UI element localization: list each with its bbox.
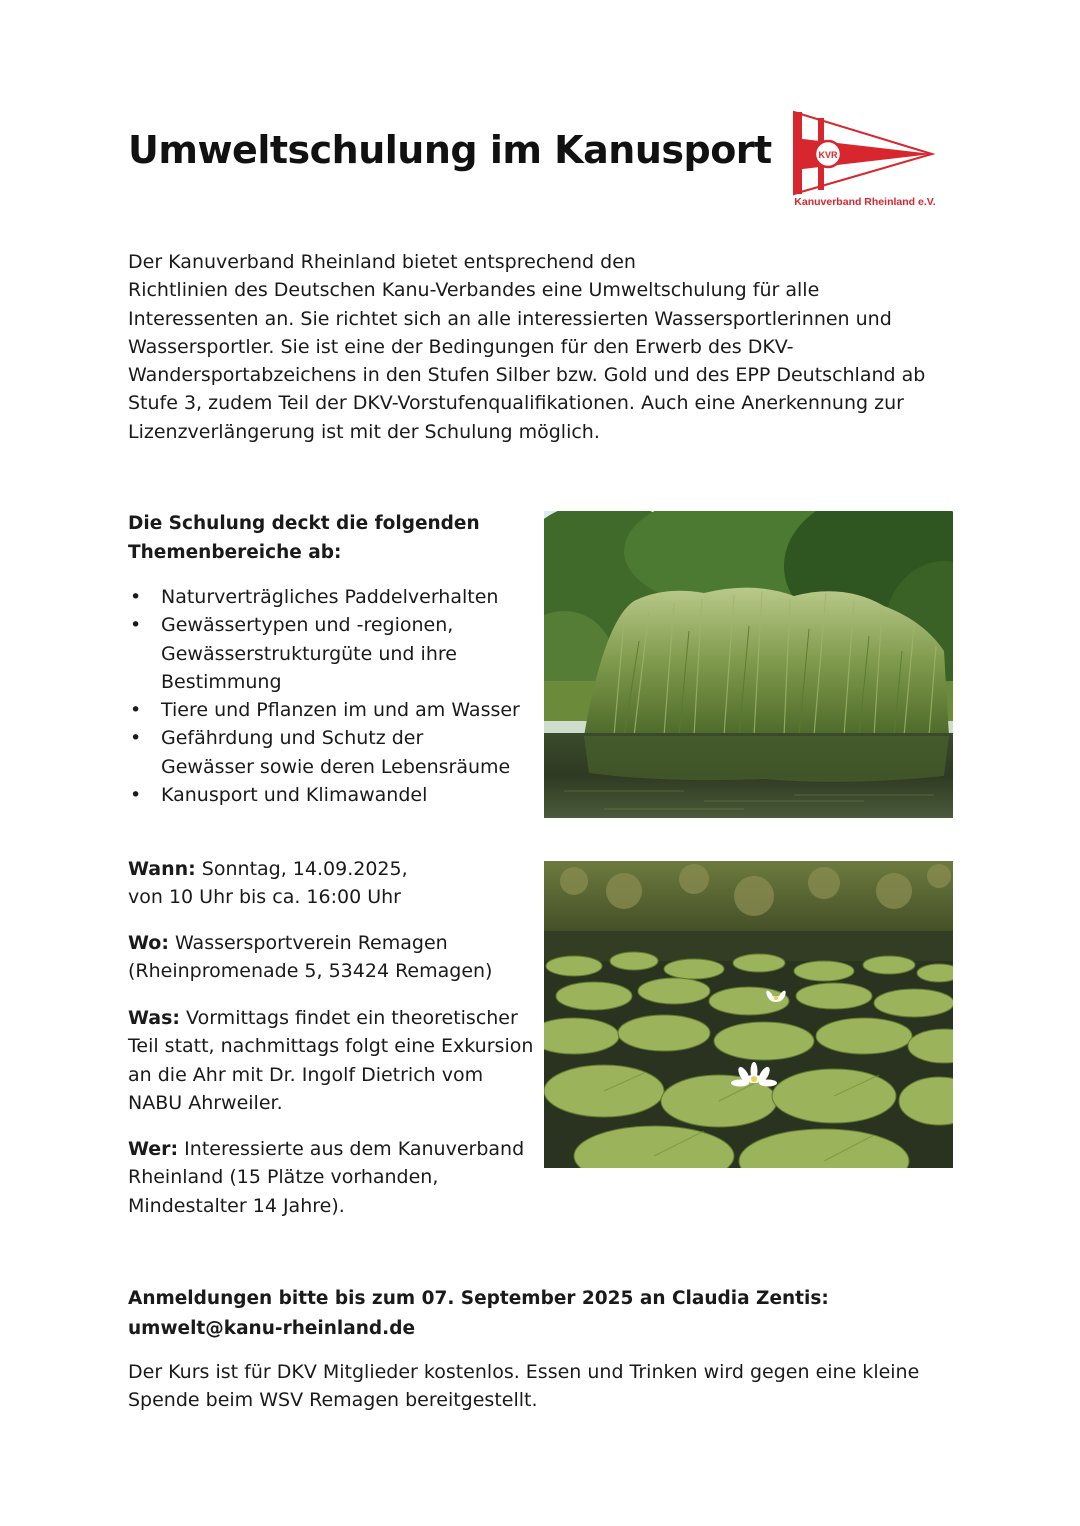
intro-line: Wassersportler. Sie ist eine der Bedingungen für den Erwerb des DKV- — [128, 335, 794, 358]
registration-line: Anmeldungen bitte bis zum 07. September 2025 an Claudia Zentis: — [128, 1288, 829, 1309]
detail-what-line: Teil statt, nachmittags folgt eine Exkursion — [128, 1035, 534, 1058]
detail-what-value: Vormittags findet ein theoretischer — [180, 1007, 518, 1029]
list-item-line: Bestimmung — [161, 670, 282, 693]
list-item-line: • Naturverträgliches Paddelverhalten — [161, 586, 499, 608]
detail-who-label: Wer: — [128, 1138, 179, 1160]
detail-what-label: Was: — [128, 1007, 181, 1029]
photo-water-lilies — [544, 861, 953, 1168]
list-item — [128, 724, 528, 781]
topics-list — [128, 583, 528, 809]
detail-what — [128, 1004, 538, 1117]
registration-notice — [128, 1284, 928, 1344]
footer-line: Spende beim WSV Remagen bereitgestellt. — [128, 1389, 538, 1412]
list-item-line: • Gewässertypen und -regionen, — [161, 614, 454, 637]
detail-where-line — [128, 929, 538, 957]
list-item-line: • Tiere und Pflanzen im und am Wasser — [161, 699, 520, 722]
detail-who-line — [128, 1135, 538, 1163]
logo-org-name: Kanuverband Rheinland e.V. — [794, 196, 936, 208]
detail-where-value: Wassersportverein Remagen — [168, 932, 448, 954]
detail-what-line: an die Ahr mit Dr. Ingolf Dietrich vom — [128, 1063, 484, 1086]
svg-text:KVR: KVR — [818, 150, 838, 160]
list-item — [128, 781, 528, 809]
intro-line: Wandersportabzeichens in den Stufen Silber bzw. Gold und des EPP Deutschland ab — [128, 364, 926, 387]
kanuverband-logo — [790, 108, 940, 214]
page-title: Umweltschulung im Kanusport — [128, 128, 772, 172]
detail-who-line: Mindestalter 14 Jahre). — [128, 1194, 345, 1217]
intro-paragraph — [128, 248, 958, 446]
intro-line: Lizenzverlängerung ist mit der Schulung möglich. — [128, 420, 600, 443]
detail-what-line — [128, 1004, 538, 1032]
detail-who-line: Rheinland (15 Plätze vorhanden, — [128, 1166, 439, 1189]
detail-when-value: Sonntag, 14.09.2025, — [195, 858, 408, 880]
detail-where-line: (Rheinpromenade 5, 53424 Remagen) — [128, 960, 493, 983]
detail-who-value: Interessierte aus dem Kanuverband — [178, 1138, 525, 1160]
detail-when-label: Wann: — [128, 858, 196, 880]
list-item-line: • Kanusport und Klimawandel — [161, 784, 428, 807]
topics-heading — [128, 510, 528, 567]
topics-heading-line: Die Schulung deckt die folgenden — [128, 513, 480, 534]
registration-email[interactable]: umwelt@kanu-rheinland.de — [128, 1318, 415, 1339]
detail-when — [128, 855, 538, 912]
detail-when-line: von 10 Uhr bis ca. 16:00 Uhr — [128, 886, 401, 909]
detail-where-label: Wo: — [128, 932, 169, 954]
list-item-line: Gewässer sowie deren Lebensräume — [161, 755, 511, 778]
detail-who — [128, 1135, 538, 1220]
detail-when-line — [128, 855, 538, 883]
list-item — [128, 611, 528, 696]
topics-heading-line: Themenbereiche ab: — [128, 541, 342, 563]
detail-where — [128, 929, 538, 986]
detail-what-line: NABU Ahrweiler. — [128, 1091, 283, 1114]
list-item-line: Gewässerstrukturgüte und ihre — [161, 642, 457, 665]
list-item-line: • Gefährdung und Schutz der — [161, 727, 424, 750]
list-item — [128, 583, 528, 611]
footer-paragraph — [128, 1358, 948, 1415]
photo-reeds — [544, 511, 953, 818]
intro-line: Richtlinien des Deutschen Kanu-Verbandes eine Umweltschulung für alle — [128, 279, 820, 302]
intro-line: Der Kanuverband Rheinland bietet entsprechend den — [128, 251, 636, 273]
intro-line: Interessenten an. Sie richtet sich an alle interessierten Wassersportlerinnen und — [128, 307, 892, 330]
intro-line: Stufe 3, zudem Teil der DKV-Vorstufenqualifikationen. Auch eine Anerkennung zur — [128, 392, 904, 415]
list-item — [128, 696, 528, 724]
footer-line: Der Kurs ist für DKV Mitglieder kostenlos. Essen und Trinken wird gegen eine kleine — [128, 1361, 920, 1383]
pennant-emblem-icon — [790, 108, 940, 198]
